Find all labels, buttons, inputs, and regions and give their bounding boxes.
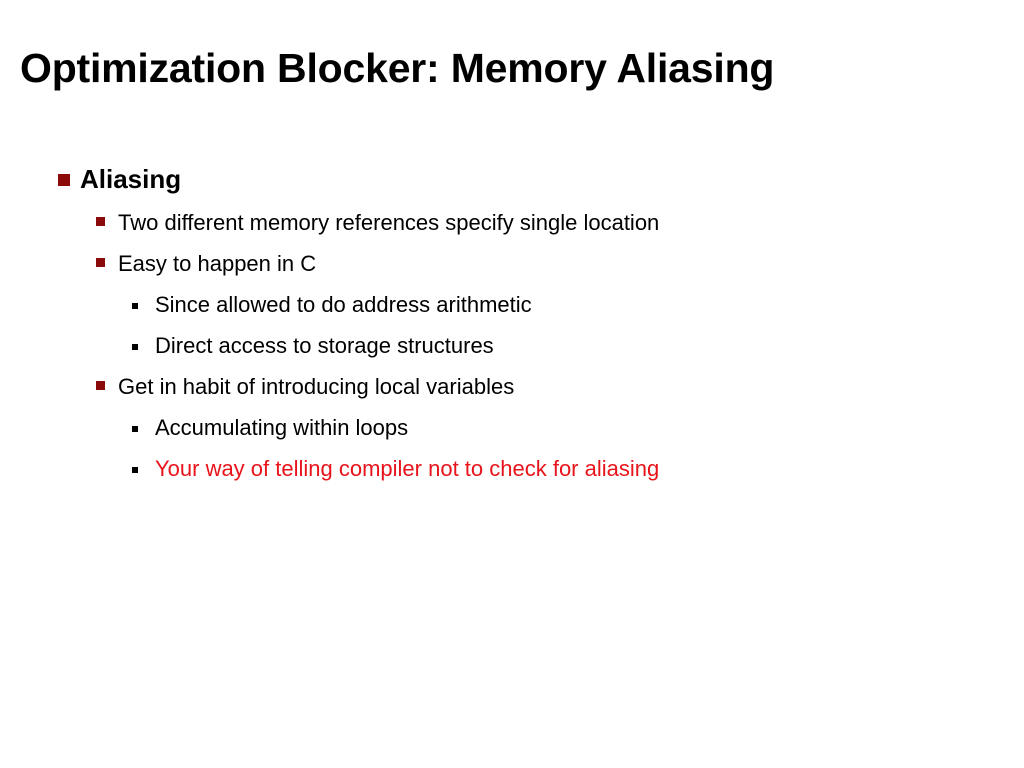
slide-title: Optimization Blocker: Memory Aliasing bbox=[20, 45, 775, 91]
square-bullet-icon bbox=[58, 174, 70, 186]
bullet-text: Get in habit of introducing local variables bbox=[118, 374, 515, 399]
bullet-text: Accumulating within loops bbox=[155, 415, 409, 440]
bullet-text: Two different memory references specify single location bbox=[118, 210, 660, 235]
small-square-bullet-icon bbox=[132, 426, 138, 432]
bullet-text: Your way of telling compiler not to check for aliasing bbox=[155, 456, 660, 481]
square-bullet-icon bbox=[96, 258, 105, 267]
square-bullet-icon bbox=[96, 381, 105, 390]
bullet-text: Aliasing bbox=[80, 164, 182, 194]
bullet-text: Easy to happen in C bbox=[118, 251, 317, 276]
bullet-text: Direct access to storage structures bbox=[155, 333, 494, 358]
bullet-text: Since allowed to do address arithmetic bbox=[155, 292, 532, 317]
small-square-bullet-icon bbox=[132, 344, 138, 350]
small-square-bullet-icon bbox=[132, 467, 138, 473]
small-square-bullet-icon bbox=[132, 303, 138, 309]
square-bullet-icon bbox=[96, 217, 105, 226]
